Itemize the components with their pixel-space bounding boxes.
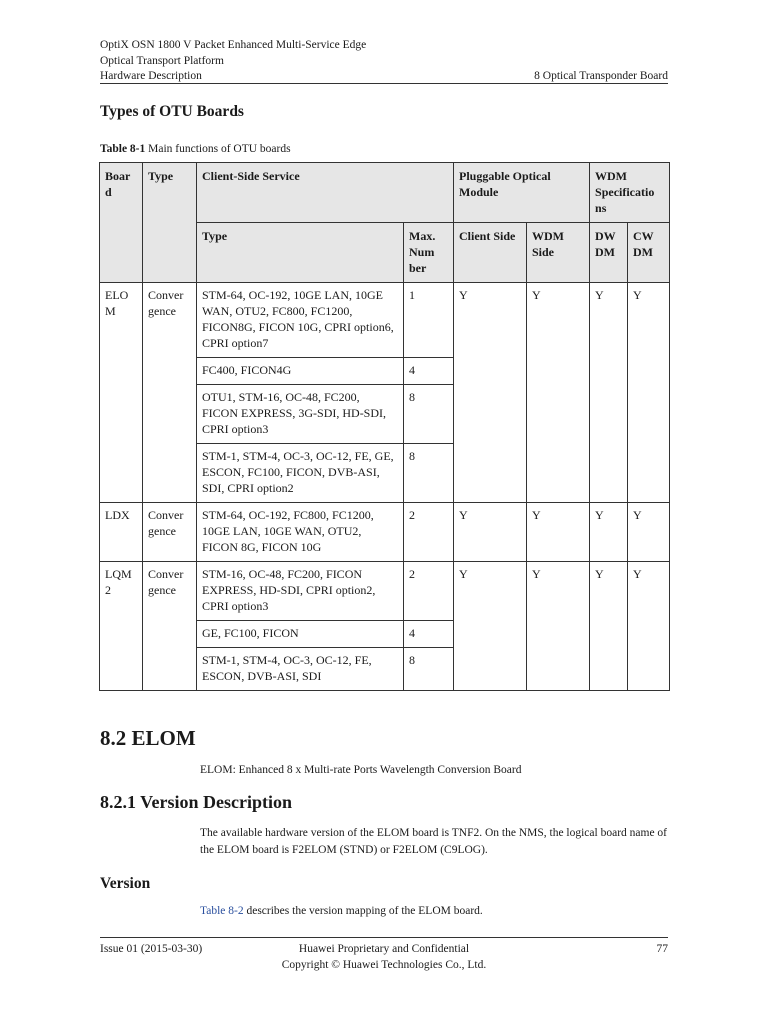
ldx-wdm-side: Y [527, 503, 590, 562]
lqm2-board: LQM 2 [100, 562, 143, 691]
table-caption-text: Main functions of OTU boards [145, 143, 291, 155]
section-heading-elom: 8.2 ELOM [100, 726, 196, 750]
max-number-cell: 8 [404, 385, 454, 444]
header-chapter-name: 8 Optical Transponder Board [534, 70, 668, 82]
service-type-cell: OTU1, STM-16, OC-48, FC200, FICON EXPRESS, 3G-SDI, HD-SDI, CPRI option3 [197, 385, 404, 444]
service-type-cell: FC400, FICON4G [197, 358, 404, 385]
service-type-cell: GE, FC100, FICON [197, 621, 404, 648]
lqm2-dwdm: Y [590, 562, 628, 691]
elom-board: ELO M [100, 283, 143, 503]
footer-proprietary: Huawei Proprietary and Confidential [298, 943, 470, 955]
service-type-cell: STM-16, OC-48, FC200, FICON EXPRESS, HD-SDI, CPRI option2, CPRI option3 [197, 562, 404, 621]
header-pluggable-optical-module: Pluggable Optical Module [454, 163, 590, 223]
max-number-cell: 1 [404, 283, 454, 358]
version-paragraph [200, 905, 483, 917]
version-paragraph-text: describes the version mapping of the ELOM board. [243, 905, 483, 917]
header-dwdm: DW DM [590, 223, 628, 283]
elom-type: Conver gence [143, 283, 197, 503]
header-wdm-side: WDM Side [527, 223, 590, 283]
service-type-cell: STM-64, OC-192, 10GE LAN, 10GE WAN, OTU2, FC800, FC1200, FICON8G, FICON 10G, CPRI option6, CPRI option7 [197, 283, 404, 358]
table-row [100, 503, 670, 562]
header-cwdm: CW DM [628, 223, 670, 283]
max-number-cell: 2 [404, 562, 454, 621]
max-number-cell: 4 [404, 358, 454, 385]
header-divider [100, 83, 668, 84]
header-service-type: Type [197, 223, 404, 283]
header-client-side: Client Side [454, 223, 527, 283]
footer-issue: Issue 01 (2015-03-30) [100, 943, 203, 955]
elom-description: ELOM: Enhanced 8 x Multi-rate Ports Wavelength Conversion Board [200, 764, 522, 776]
lqm2-wdm-side: Y [527, 562, 590, 691]
header-board: Boar d [100, 163, 143, 283]
lqm2-cwdm: Y [628, 562, 670, 691]
table-caption-label: Table 8-1 [100, 143, 146, 155]
ldx-type: Conver gence [143, 503, 197, 562]
elom-cwdm: Y [628, 283, 670, 503]
table-8-2-link[interactable]: Table 8-2 [200, 905, 244, 917]
header-client-side-service: Client-Side Service [197, 163, 454, 223]
ldx-board: LDX [100, 503, 143, 562]
header-max-number: Max. Num ber [404, 223, 454, 283]
table-caption [100, 143, 291, 155]
max-number-cell: 8 [404, 444, 454, 503]
header-type: Type [143, 163, 197, 283]
elom-dwdm: Y [590, 283, 628, 503]
section-heading-version-description: 8.2.1 Version Description [100, 792, 293, 812]
ldx-client-side: Y [454, 503, 527, 562]
elom-wdm-side: Y [527, 283, 590, 503]
header-product-line: OptiX OSN 1800 V Packet Enhanced Multi-Service Edge [100, 39, 367, 51]
table-header-row [100, 163, 670, 223]
version-description-paragraph: The available hardware version of the ELOM board is TNF2. On the NMS, the logical board name of the ELOM board is F2ELOM (STND) or F2ELOM (C9LOG). [200, 827, 668, 856]
page-footer [100, 941, 668, 973]
max-number-cell: 2 [404, 503, 454, 562]
header-wdm-specifications: WDM Specificatio ns [590, 163, 670, 223]
ldx-dwdm: Y [590, 503, 628, 562]
header-platform-line: Optical Transport Platform [100, 54, 224, 67]
footer-divider [100, 937, 668, 938]
header-document-name: Hardware Description [100, 70, 202, 82]
ldx-cwdm: Y [628, 503, 670, 562]
page-header [100, 38, 668, 85]
subheading-version: Version [100, 875, 151, 892]
elom-client-side: Y [454, 283, 527, 503]
otu-functions-table [99, 162, 670, 691]
lqm2-type: Conver gence [143, 562, 197, 691]
footer-page-number: 77 [656, 943, 668, 955]
footer-copyright: Copyright © Huawei Technologies Co., Ltd. [281, 959, 487, 971]
service-type-cell: STM-1, STM-4, OC-3, OC-12, FE, ESCON, DVB-ASI, SDI [197, 648, 404, 691]
max-number-cell: 4 [404, 621, 454, 648]
section-heading-types: Types of OTU Boards [100, 103, 244, 120]
service-type-cell: STM-64, OC-192, FC800, FC1200, 10GE LAN, 10GE WAN, OTU2, FICON 8G, FICON 10G [197, 503, 404, 562]
max-number-cell: 8 [404, 648, 454, 691]
lqm2-client-side: Y [454, 562, 527, 691]
table-row [100, 283, 670, 358]
table-row [100, 562, 670, 621]
service-type-cell: STM-1, STM-4, OC-3, OC-12, FE, GE, ESCON, FC100, FICON, DVB-ASI, SDI, CPRI option2 [197, 444, 404, 503]
